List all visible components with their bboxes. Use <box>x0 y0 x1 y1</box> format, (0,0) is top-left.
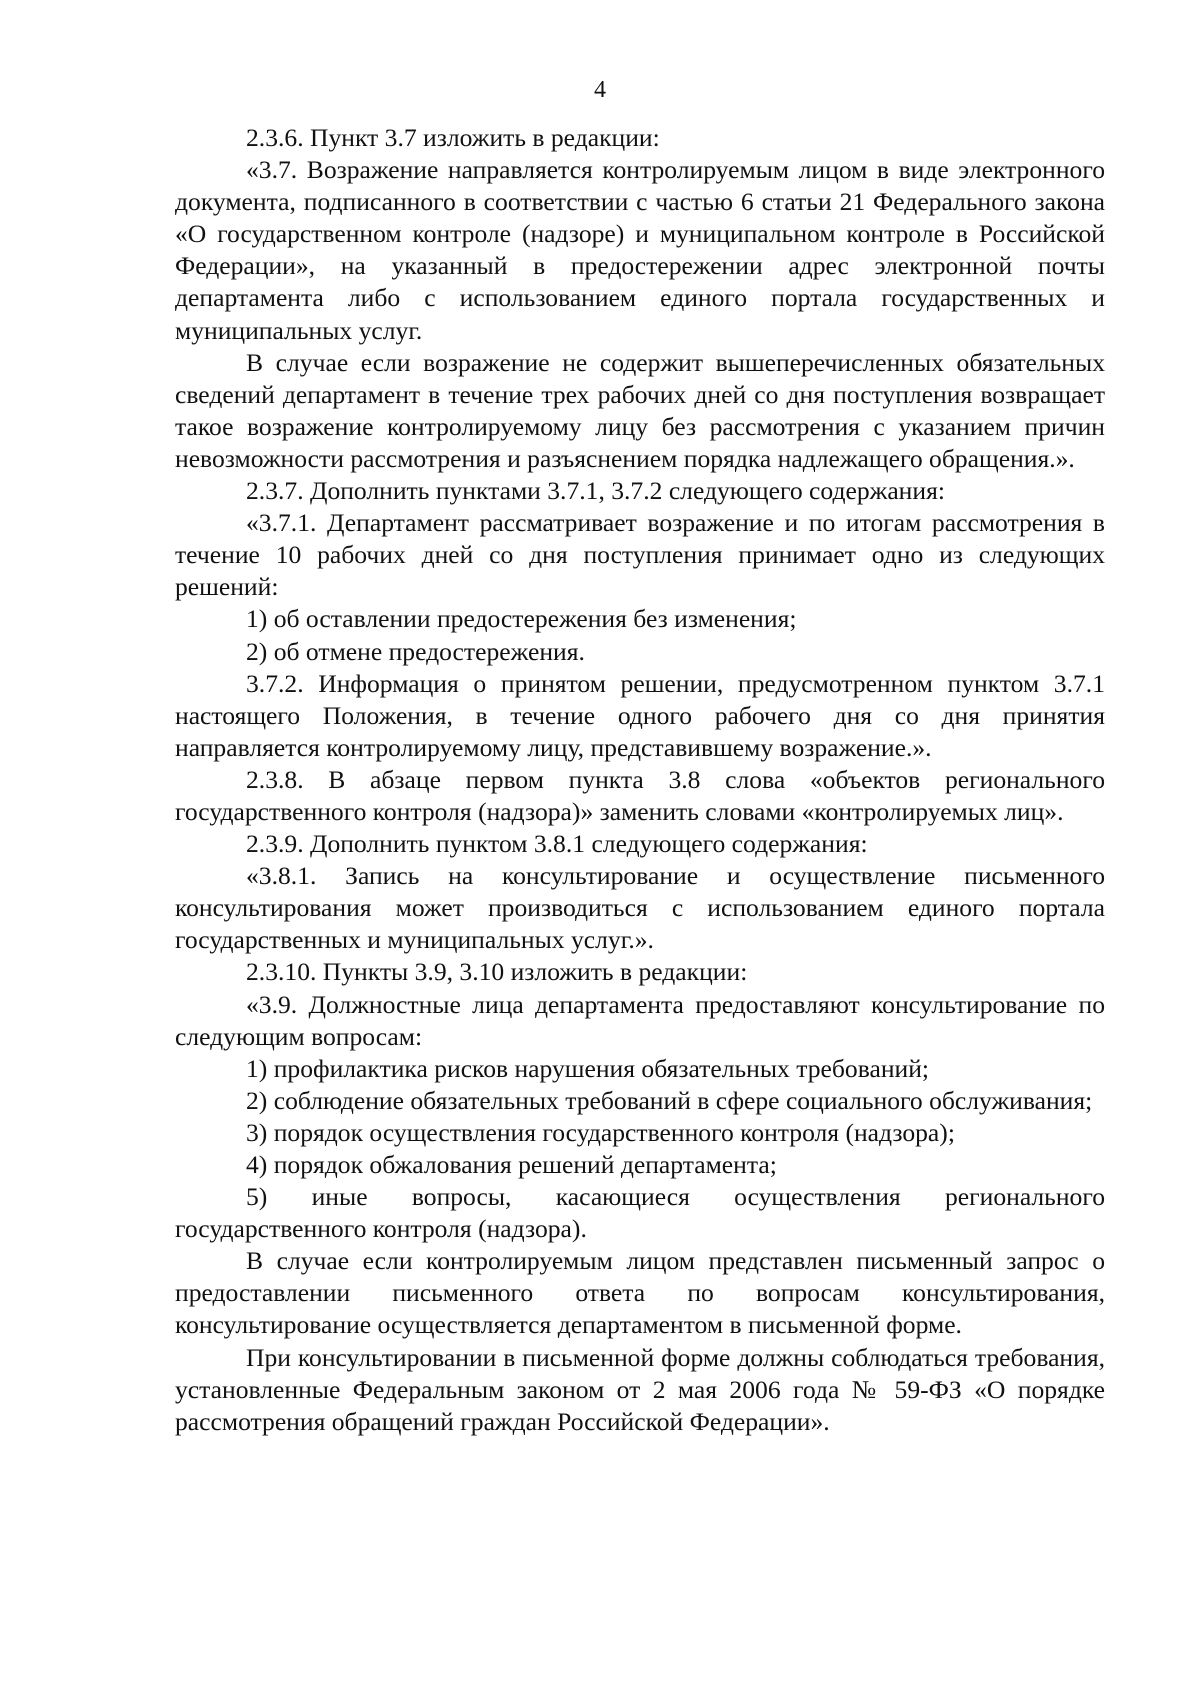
paragraph-3-7-2: 3.7.2. Информация о принятом решении, предусмотренном пунктом 3.7.1 настоящего Положения, в течение одного рабочего дня со дня принятия направляется контролируемому лицу, представившему возражение.». <box>175 668 1105 762</box>
paragraph-written-request: В случае если контролируемым лицом представлен письменный запрос о предоставлении письменного ответа по вопросам консультирования, консультирование осуществляется департаментом в письменной форме. <box>175 1246 1105 1340</box>
paragraph-2-3-8: 2.3.8. В абзаце первом пункта 3.8 слова «объектов регионального государственного контроля (надзора)» заменить словами «контролируемых лиц». <box>175 764 1105 826</box>
paragraph-2-3-10: 2.3.10. Пункты 3.9, 3.10 изложить в редакции: <box>246 957 748 987</box>
paragraph-3-8-1: «3.8.1. Запись на консультирование и осуществление письменного консультирования может производиться с использованием единого портала государственных и муниципальных услуг.». <box>175 861 1105 955</box>
paragraph-2-3-9: 2.3.9. Дополнить пунктом 3.8.1 следующего содержания: <box>246 829 868 859</box>
paragraph-3-7-return: В случае если возражение не содержит вышеперечисленных обязательных сведений департамент в течение трех рабочих дней со дня поступления возвращает такое возражение контролируемому лицу без рассмотрения с указанием причин невозможности рассмотрения и разъяснением порядка надлежащего обращения.». <box>175 347 1105 473</box>
document-body <box>175 122 1105 1438</box>
page-number: 4 <box>594 77 606 103</box>
paragraph-3-7: «3.7. Возражение направляется контролируемым лицом в виде электронного документа, подписанного в соответствии с частью 6 статьи 21 Федерального закона «О государственном контроле (надзоре) и муниципальном контроле в Российской Федерации», на указанный в предостережении адрес электронной почты департамента либо с использованием единого портала государственных и муниципальных услуг. <box>175 155 1105 345</box>
list-item-consult-2: 2) соблюдение обязательных требований в сфере социального обслуживания; <box>246 1085 1093 1115</box>
list-item-consult-1: 1) профилактика рисков нарушения обязательных требований; <box>246 1053 930 1083</box>
paragraph-3-9: «3.9. Должностные лица департамента предоставляют консультирование по следующим вопросам: <box>175 989 1105 1051</box>
paragraph-3-7-1: «3.7.1. Департамент рассматривает возражение и по итогам рассмотрения в течение 10 рабочих дней со дня поступления принимает одно из следующих решений: <box>175 508 1105 602</box>
list-item-decision-2: 2) об отмене предостережения. <box>246 636 585 666</box>
paragraph-2-3-7: 2.3.7. Дополнить пунктами 3.7.1, 3.7.2 следующего содержания: <box>246 476 945 506</box>
list-item-consult-5: 5) иные вопросы, касающиеся осуществления регионального государственного контроля (надзора). <box>175 1182 1105 1244</box>
paragraph-2-3-6: 2.3.6. Пункт 3.7 изложить в редакции: <box>246 123 660 152</box>
list-item-consult-3: 3) порядок осуществления государственного контроля (надзора); <box>246 1117 955 1147</box>
list-item-consult-4: 4) порядок обжалования решений департамента; <box>246 1150 777 1179</box>
list-item-decision-1: 1) об оставлении предостережения без изменения; <box>246 604 797 634</box>
paragraph-written-requirements: При консультировании в письменной форме должны соблюдаться требования, установленные Федеральным законом от 2 мая 2006 года № 59-ФЗ «О порядке рассмотрения обращений граждан Российской Федерации». <box>175 1342 1105 1436</box>
